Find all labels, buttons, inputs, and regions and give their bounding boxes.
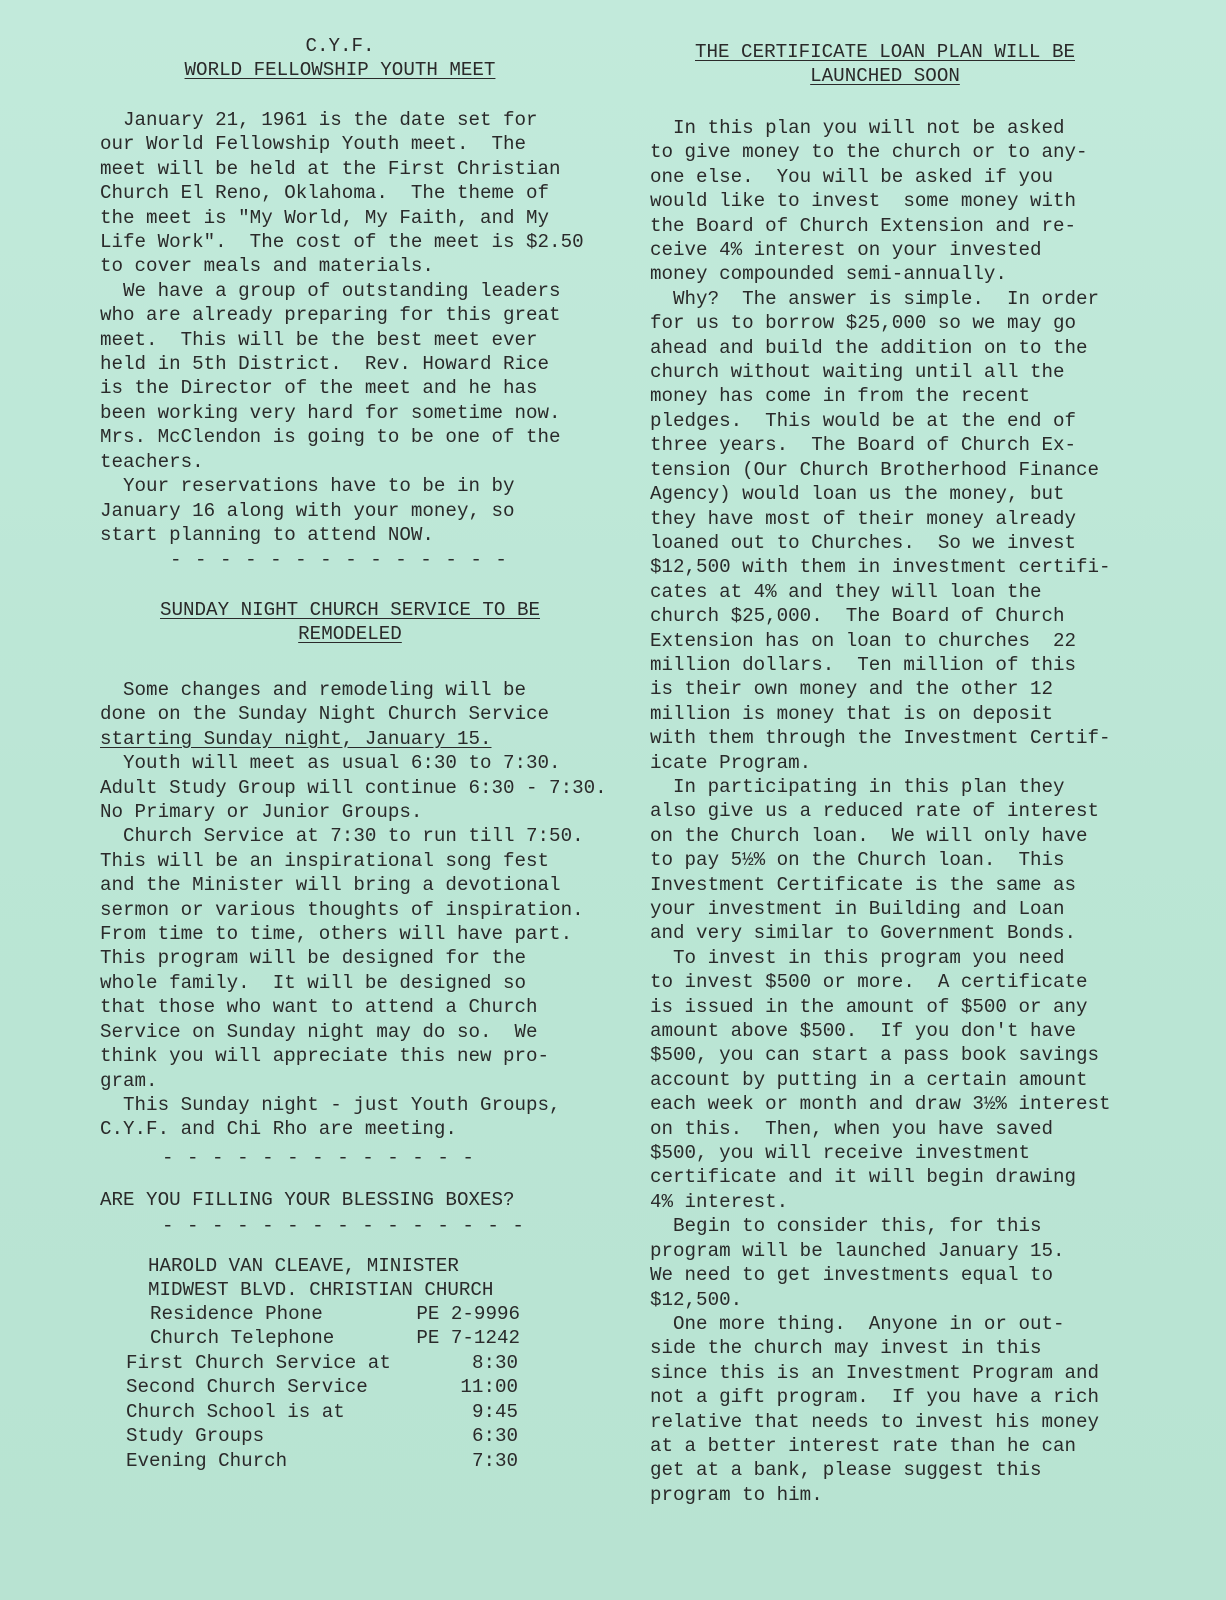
loan-line: We need to get investments equal to bbox=[650, 1264, 1054, 1287]
loan-line: side the church may invest in this bbox=[650, 1337, 1042, 1360]
loan-line: account by putting in a certain amount bbox=[650, 1068, 1088, 1091]
loan-line: loaned out to Churches. So we invest bbox=[650, 531, 1077, 554]
sunday-line: starting Sunday night, January 15. bbox=[100, 727, 492, 750]
cyf-line: to cover meals and materials. bbox=[100, 255, 434, 278]
loan-line: since this is an Investment Program and bbox=[650, 1361, 1100, 1384]
schedule-time: 8:30 bbox=[471, 1352, 518, 1374]
cyf-line: January 21, 1961 is the date set for bbox=[100, 109, 538, 131]
schedule-row bbox=[126, 1400, 518, 1424]
loan-line: with them through the Investment Certif- bbox=[650, 727, 1111, 750]
loan-line: your investment in Building and Loan bbox=[650, 898, 1065, 920]
sunday-line: Some changes and remodeling will be bbox=[100, 679, 527, 701]
loan-line: One more thing. Anyone in or out- bbox=[650, 1312, 1065, 1335]
loan-line: for us to borrow $25,000 so we may go bbox=[650, 312, 1077, 335]
schedule-time: 11:00 bbox=[460, 1376, 518, 1399]
loan-line: Investment Certificate is the same as bbox=[650, 873, 1077, 896]
loan-line: program to him. bbox=[650, 1483, 823, 1506]
cyf-article bbox=[100, 108, 584, 547]
separator: - - - - - - - - - - - - - bbox=[162, 1147, 475, 1169]
sunday-line: Service on Sunday night may do so. We bbox=[100, 1020, 538, 1043]
sunday-line: No Primary or Junior Groups. bbox=[100, 801, 423, 824]
sunday-line: From time to time, others will have part. bbox=[100, 923, 573, 946]
loan-line: tension (Our Church Brotherhood Finance bbox=[650, 458, 1100, 481]
loan-line: million dollars. Ten million of this bbox=[650, 653, 1077, 676]
sunday-line: This will be an inspirational song fest bbox=[100, 849, 550, 872]
church-phone-label: Church Telephone bbox=[150, 1327, 335, 1350]
minister-name: HAROLD VAN CLEAVE, MINISTER bbox=[148, 1255, 459, 1277]
loan-line: also give us a reduced rate of interest bbox=[650, 800, 1100, 823]
loan-line: To invest in this program you need bbox=[650, 946, 1065, 969]
loan-line: on the Church loan. We will only have bbox=[650, 824, 1088, 847]
loan-line: three years. The Board of Church Ex- bbox=[650, 434, 1077, 457]
sunday-line: think you will appreciate this new pro- bbox=[100, 1045, 550, 1068]
cyf-line: meet. This will be the best meet ever bbox=[100, 328, 538, 351]
loan-line: at a better interest rate than he can bbox=[650, 1434, 1077, 1457]
blessing-question: ARE YOU FILLING YOUR BLESSING BOXES? bbox=[100, 1189, 515, 1211]
schedule-row bbox=[126, 1424, 518, 1448]
schedule-label: First Church Service at bbox=[126, 1352, 391, 1374]
loan-line: Why? The answer is simple. In order bbox=[650, 287, 1100, 310]
loan-article bbox=[650, 116, 1111, 1507]
loan-line: relative that needs to invest his money bbox=[650, 1410, 1100, 1433]
cyf-line: start planning to attend NOW. bbox=[100, 523, 434, 546]
residence-phone-row bbox=[150, 1302, 520, 1326]
loan-line: on this. Then, when you have saved bbox=[650, 1117, 1054, 1140]
loan-line: In participating in this plan they bbox=[650, 775, 1065, 798]
cyf-line: held in 5th District. Rev. Howard Rice bbox=[100, 353, 550, 376]
schedule-label: Church School is at bbox=[126, 1400, 345, 1423]
loan-line: $12,500. bbox=[650, 1288, 743, 1311]
loan-subtitle: LAUNCHED SOON bbox=[810, 65, 960, 88]
cyf-line: meet will be held at the First Christian bbox=[100, 157, 561, 180]
loan-line: would like to invest some money with bbox=[650, 190, 1077, 213]
cyf-title: C.Y.F. bbox=[305, 35, 375, 57]
loan-line: one else. You will be asked if you bbox=[650, 165, 1054, 188]
cyf-line: been working very hard for sometime now. bbox=[100, 401, 561, 424]
minister-block bbox=[148, 1254, 493, 1303]
loan-line: Agency) would loan us the money, but bbox=[650, 483, 1065, 506]
loan-line: the Board of Church Extension and re- bbox=[650, 214, 1077, 237]
phone-block bbox=[150, 1302, 520, 1351]
schedule-block bbox=[126, 1351, 518, 1473]
loan-line: ahead and build the addition on to the bbox=[650, 336, 1088, 359]
loan-line: certificate and it will begin drawing bbox=[650, 1166, 1077, 1189]
cyf-line: teachers. bbox=[100, 450, 204, 473]
loan-line: Extension has on loan to churches 22 bbox=[650, 629, 1077, 652]
sunday-article bbox=[100, 678, 607, 1142]
cyf-line: Your reservations have to be in by bbox=[100, 475, 515, 498]
church-phone-row bbox=[150, 1326, 520, 1350]
schedule-row bbox=[126, 1449, 518, 1473]
residence-phone-value: PE 2-9996 bbox=[416, 1303, 520, 1325]
sunday-line: that those who want to attend a Church bbox=[100, 996, 538, 1019]
loan-line: cates at 4% and they will loan the bbox=[650, 580, 1042, 603]
separator: - - - - - - - - - - - - - - bbox=[170, 549, 508, 571]
cyf-line: We have a group of outstanding leaders bbox=[100, 279, 561, 302]
loan-line: to give money to the church or to any- bbox=[650, 141, 1088, 164]
cyf-line: who are already preparing for this great bbox=[100, 304, 561, 327]
schedule-time: 6:30 bbox=[471, 1425, 518, 1448]
cyf-line: Mrs. McClendon is going to be one of the bbox=[100, 426, 561, 449]
cyf-line: Life Work". The cost of the meet is $2.50 bbox=[100, 231, 584, 254]
loan-line: amount above $500. If you don't have bbox=[650, 1020, 1077, 1043]
sunday-title: SUNDAY NIGHT CHURCH SERVICE TO BE bbox=[160, 599, 540, 621]
cyf-line: January 16 along with your money, so bbox=[100, 499, 515, 522]
loan-line: million is money that is on deposit bbox=[650, 702, 1054, 725]
cyf-subtitle: WORLD FELLOWSHIP YOUTH MEET bbox=[184, 59, 496, 82]
sunday-line: This program will be designed for the bbox=[100, 947, 527, 970]
sunday-line: whole family. It will be designed so bbox=[100, 971, 527, 994]
loan-line: they have most of their money already bbox=[650, 507, 1077, 530]
loan-line: not a gift program. If you have a rich bbox=[650, 1386, 1100, 1409]
loan-line: $500, you will receive investment bbox=[650, 1142, 1030, 1165]
sunday-subtitle: REMODELED bbox=[298, 623, 402, 646]
loan-line: $12,500 with them in investment certifi- bbox=[650, 556, 1111, 579]
schedule-label: Study Groups bbox=[126, 1425, 265, 1448]
sunday-line: Church Service at 7:30 to run till 7:50. bbox=[100, 825, 584, 848]
loan-line: 4% interest. bbox=[650, 1190, 789, 1213]
separator: - - - - - - - - - - - - - - - bbox=[162, 1215, 525, 1237]
sunday-line: sermon or various thoughts of inspiration. bbox=[100, 898, 584, 921]
cyf-line: our World Fellowship Youth meet. The bbox=[100, 133, 527, 156]
loan-line: get at a bank, please suggest this bbox=[650, 1459, 1042, 1482]
schedule-label: Second Church Service bbox=[126, 1376, 368, 1399]
loan-line: $500, you can start a pass book savings bbox=[650, 1044, 1100, 1067]
cyf-line: Church El Reno, Oklahoma. The theme of bbox=[100, 182, 550, 205]
church-phone-value: PE 7-1242 bbox=[416, 1327, 520, 1350]
loan-line: church without waiting until all the bbox=[650, 361, 1065, 384]
loan-line: ceive 4% interest on your invested bbox=[650, 239, 1042, 262]
loan-line: is their own money and the other 12 bbox=[650, 678, 1054, 701]
sunday-line: and the Minister will bring a devotional bbox=[100, 874, 561, 897]
residence-phone-label: Residence Phone bbox=[150, 1303, 323, 1325]
loan-line: church $25,000. The Board of Church bbox=[650, 605, 1065, 628]
schedule-row bbox=[126, 1375, 518, 1399]
loan-line: and very similar to Government Bonds. bbox=[650, 922, 1077, 945]
loan-line: to pay 5½% on the Church loan. This bbox=[650, 849, 1065, 872]
cyf-line: the meet is "My World, My Faith, and My bbox=[100, 206, 550, 229]
cyf-line: is the Director of the meet and he has bbox=[100, 377, 538, 400]
schedule-label: Evening Church bbox=[126, 1449, 288, 1472]
loan-line: Begin to consider this, for this bbox=[650, 1215, 1042, 1238]
loan-line: to invest $500 or more. A certificate bbox=[650, 971, 1088, 994]
sunday-line: done on the Sunday Night Church Service bbox=[100, 703, 550, 726]
loan-line: each week or month and draw 3½% interest bbox=[650, 1093, 1111, 1116]
sunday-line: Youth will meet as usual 6:30 to 7:30. bbox=[100, 752, 561, 775]
loan-heading bbox=[650, 40, 1120, 89]
sunday-line: gram. bbox=[100, 1069, 158, 1092]
loan-line: money compounded semi-annually. bbox=[650, 263, 1007, 286]
loan-line: pledges. This would be at the end of bbox=[650, 409, 1077, 432]
schedule-time: 7:30 bbox=[471, 1449, 518, 1472]
schedule-time: 9:45 bbox=[471, 1400, 518, 1423]
sunday-line: This Sunday night - just Youth Groups, bbox=[100, 1093, 561, 1116]
loan-line: In this plan you will not be asked bbox=[650, 117, 1065, 139]
sunday-heading bbox=[120, 598, 580, 647]
loan-title: THE CERTIFICATE LOAN PLAN WILL BE bbox=[695, 41, 1075, 63]
loan-line: icate Program. bbox=[650, 751, 812, 774]
sunday-line: Adult Study Group will continue 6:30 - 7:30. bbox=[100, 776, 607, 799]
sunday-line: C.Y.F. and Chi Rho are meeting. bbox=[100, 1118, 457, 1141]
loan-line: is issued in the amount of $500 or any bbox=[650, 995, 1088, 1018]
cyf-heading bbox=[120, 34, 560, 83]
schedule-row bbox=[126, 1351, 518, 1375]
loan-line: money has come in from the recent bbox=[650, 385, 1030, 408]
church-name: MIDWEST BLVD. CHRISTIAN CHURCH bbox=[148, 1279, 494, 1302]
loan-line: program will be launched January 15. bbox=[650, 1239, 1065, 1262]
